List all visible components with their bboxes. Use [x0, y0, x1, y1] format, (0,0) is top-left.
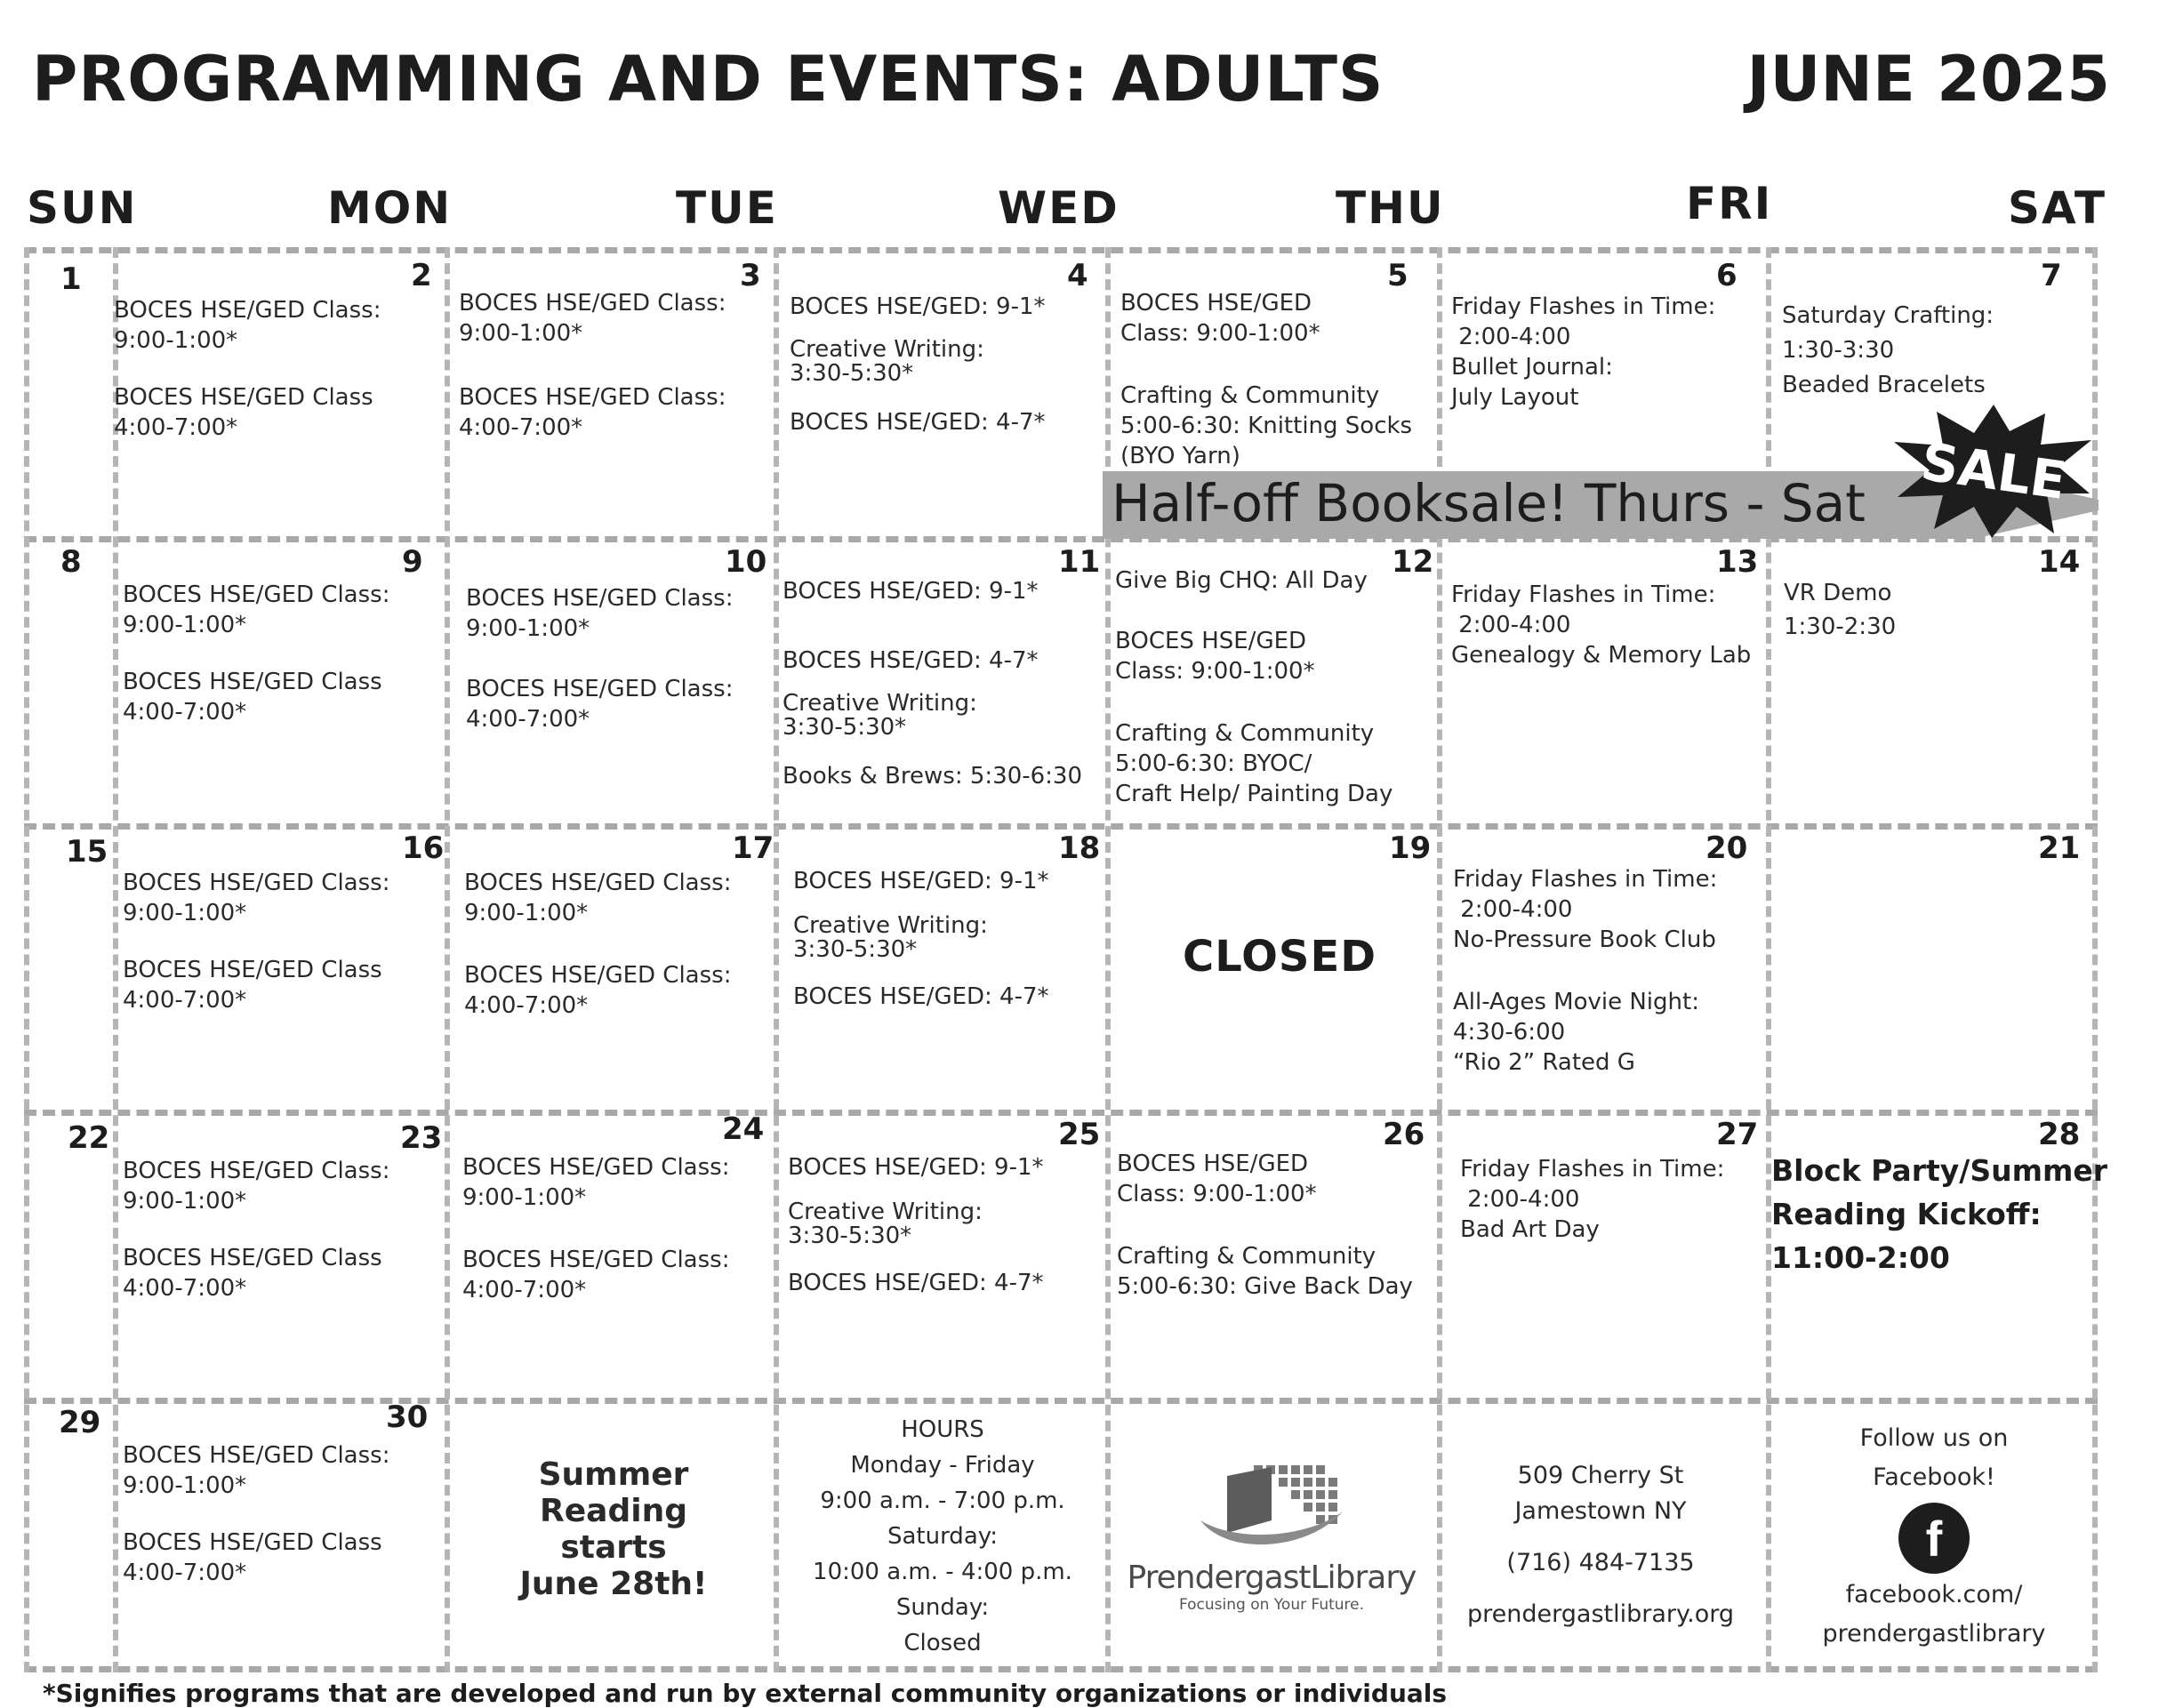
event: BOCES HSE/GED Class 4:00-7:00* — [123, 1529, 382, 1586]
day-number: 13 — [1716, 544, 1759, 580]
hours-line: Monday - Friday — [850, 1452, 1035, 1479]
summer-line: Summer — [538, 1456, 689, 1493]
day-number: 29 — [59, 1405, 101, 1440]
library-logo — [1120, 1458, 1423, 1614]
event: BOCES HSE/GED Class: 4:00-7:00* — [466, 676, 734, 733]
day-number: 12 — [1392, 544, 1434, 580]
event: BOCES HSE/GED Class: 9:00-1:00* — [464, 870, 732, 926]
facebook-icon[interactable] — [1898, 1503, 1970, 1574]
event: BOCES HSE/GED Class: 9:00-1:00* — [114, 297, 381, 354]
day-number: 14 — [2038, 544, 2081, 580]
event: Books & Brews: 5:30-6:30 — [783, 763, 1082, 790]
logo-name-b: Library — [1310, 1560, 1417, 1596]
event: Crafting & Community 5:00-6:30: Knitting Socks (BYO Yarn) — [1120, 382, 1413, 469]
event: BOCES HSE/GED: 4-7* — [793, 983, 1049, 1010]
grid-line — [24, 247, 29, 1672]
event: BOCES HSE/GED Class 4:00-7:00* — [114, 384, 373, 441]
day-number: 25 — [1058, 1117, 1101, 1152]
event: BOCES HSE/GED Class: 9:00-1:00* — [123, 1158, 390, 1215]
event: Crafting & Community 5:00-6:30: Give Back Day — [1117, 1243, 1413, 1300]
hours-line: Sunday: — [895, 1594, 990, 1621]
grid-line — [24, 1110, 2098, 1116]
phone-number: (716) 484-7135 — [1506, 1549, 1695, 1576]
event-block-party: Block Party/Summer Reading Kickoff: 11:00-2:00 — [1771, 1153, 2108, 1275]
hours-line: Closed — [903, 1630, 982, 1656]
website-link[interactable]: prendergastlibrary.org — [1467, 1600, 1734, 1628]
page-title: PROGRAMMING AND EVENTS: ADULTS — [32, 43, 1384, 116]
event: BOCES HSE/GED Class: 9:00-1:00* — [123, 1442, 390, 1499]
day-number: 30 — [386, 1399, 429, 1435]
event: BOCES HSE/GED: 4-7* — [788, 1270, 1044, 1296]
event: VR Demo 1:30-2:30 — [1784, 580, 1897, 640]
day-number: 8 — [60, 544, 82, 580]
event: BOCES HSE/GED Class: 4:00-7:00* — [459, 384, 726, 441]
contact-info — [1441, 1458, 1761, 1632]
day-number: 20 — [1705, 830, 1748, 866]
hours-line: 9:00 a.m. - 7:00 p.m. — [820, 1487, 1065, 1514]
hours-line: 10:00 a.m. - 4:00 p.m. — [813, 1559, 1072, 1585]
summer-line: starts — [560, 1529, 667, 1566]
day-number: 21 — [2038, 830, 2081, 866]
day-number: 11 — [1058, 544, 1101, 580]
event: Creative Writing: 3:30-5:30* — [790, 336, 984, 387]
dow-sat: SAT — [2008, 182, 2107, 234]
event: BOCES HSE/GED Class: 9:00-1:00* — [462, 1154, 730, 1211]
day-number: 4 — [1067, 258, 1088, 293]
event: BOCES HSE/GED: 9-1* — [790, 293, 1046, 320]
event: BOCES HSE/GED Class: 9:00-1:00* — [123, 870, 390, 926]
day-number: 17 — [732, 830, 774, 866]
grid-line — [445, 247, 450, 1672]
social-line: Follow us on — [1859, 1424, 2009, 1452]
grid-line — [1105, 247, 1111, 1672]
booksale-banner-text: Half-off Booksale! Thurs - Sat — [1112, 473, 1866, 533]
day-number: 2 — [411, 258, 432, 293]
event: Give Big CHQ: All Day — [1115, 567, 1368, 594]
event: Crafting & Community 5:00-6:30: BYOC/ Craft Help/ Painting Day — [1115, 720, 1393, 807]
address-line: 509 Cherry St — [1517, 1462, 1684, 1489]
logo-wordmark — [1120, 1560, 1423, 1596]
facebook-link[interactable]: prendergastlibrary — [1822, 1620, 2046, 1648]
event: BOCES HSE/GED: 9-1* — [783, 578, 1039, 605]
event: BOCES HSE/GED Class: 4:00-7:00* — [464, 962, 732, 1019]
day-number: 7 — [2041, 258, 2062, 293]
summer-reading-note — [453, 1456, 774, 1602]
day-number: 27 — [1716, 1117, 1759, 1152]
event: Friday Flashes in Time: 2:00-4:00 No-Pressure Book Club — [1453, 866, 1718, 953]
summer-line: Reading — [540, 1493, 687, 1529]
closed-label: CLOSED — [1183, 932, 1377, 982]
day-number: 22 — [68, 1120, 110, 1156]
event: BOCES HSE/GED Class: 9:00-1:00* — [1120, 290, 1320, 347]
day-number: 3 — [740, 258, 761, 293]
grid-line — [24, 1666, 2098, 1672]
event: BOCES HSE/GED Class: 4:00-7:00* — [462, 1247, 730, 1303]
sale-label: SALE — [1917, 430, 2070, 512]
event: Creative Writing: 3:30-5:30* — [793, 912, 988, 963]
event: All-Ages Movie Night: 4:30-6:00 “Rio 2” Rated G — [1453, 989, 1699, 1076]
event: Saturday Crafting: 1:30-3:30 Beaded Bracelets — [1782, 302, 1994, 398]
day-number: 26 — [1383, 1117, 1425, 1152]
event: Friday Flashes in Time: 2:00-4:00 Bullet Journal: July Layout — [1451, 293, 1716, 411]
event: BOCES HSE/GED: 4-7* — [783, 647, 1039, 674]
day-number: 18 — [1058, 830, 1101, 866]
day-number: 15 — [66, 834, 108, 870]
month-title: JUNE 2025 — [1746, 43, 2110, 116]
day-number: 1 — [60, 261, 82, 297]
dow-tue: TUE — [676, 182, 778, 234]
event: Friday Flashes in Time: 2:00-4:00 Bad Art Day — [1460, 1156, 1725, 1243]
library-hours — [783, 1412, 1103, 1661]
event: BOCES HSE/GED: 9-1* — [793, 868, 1049, 894]
grid-line — [24, 1398, 2098, 1404]
logo-tagline: Focusing on Your Future. — [1178, 1596, 1365, 1614]
grid-line — [24, 823, 2098, 830]
event: Creative Writing: 3:30-5:30* — [783, 690, 977, 741]
grid-line — [774, 247, 779, 1672]
day-number: 16 — [402, 830, 445, 866]
dow-wed: WED — [998, 182, 1120, 234]
hours-title: HOURS — [901, 1416, 984, 1443]
day-number: 6 — [1716, 258, 1738, 293]
sale-burst-icon — [1894, 405, 2094, 538]
event: BOCES HSE/GED Class 4:00-7:00* — [123, 669, 382, 726]
event: Friday Flashes in Time: 2:00-4:00 Genealogy & Memory Lab — [1451, 581, 1752, 669]
event: BOCES HSE/GED Class 4:00-7:00* — [123, 1245, 382, 1302]
address-line: Jamestown NY — [1514, 1497, 1687, 1525]
event: BOCES HSE/GED Class 4:00-7:00* — [123, 957, 382, 1014]
dow-thu: THU — [1336, 182, 1445, 234]
event: BOCES HSE/GED Class: 9:00-1:00* — [1115, 628, 1315, 685]
dow-mon: MON — [327, 182, 453, 234]
event: BOCES HSE/GED Class: 9:00-1:00* — [459, 290, 726, 347]
dow-fri: FRI — [1686, 178, 1773, 229]
grid-line — [113, 247, 118, 1672]
event: BOCES HSE/GED Class: 9:00-1:00* — [1117, 1151, 1317, 1207]
facebook-link[interactable]: facebook.com/ — [1845, 1581, 2023, 1608]
logo-name-a: Prendergast — [1127, 1560, 1311, 1596]
event: Creative Writing: 3:30-5:30* — [788, 1199, 983, 1249]
event: BOCES HSE/GED Class: 9:00-1:00* — [466, 585, 734, 642]
social-info — [1770, 1421, 2099, 1652]
event: BOCES HSE/GED: 4-7* — [790, 409, 1046, 436]
svg-text:f: f — [1925, 1511, 1943, 1567]
day-number: 23 — [400, 1120, 443, 1156]
event: BOCES HSE/GED Class: 9:00-1:00* — [123, 581, 390, 638]
day-number: 28 — [2038, 1117, 2081, 1152]
library-logo-icon — [1192, 1458, 1352, 1556]
day-number: 24 — [722, 1111, 765, 1147]
grid-line — [24, 247, 2098, 253]
event: BOCES HSE/GED: 9-1* — [788, 1154, 1044, 1181]
summer-line: June 28th! — [519, 1566, 708, 1602]
day-number: 9 — [402, 544, 423, 580]
day-number: 5 — [1387, 258, 1409, 293]
hours-line: Saturday: — [887, 1523, 999, 1550]
social-line: Facebook! — [1873, 1463, 1995, 1491]
day-number: 19 — [1389, 830, 1432, 866]
day-number: 10 — [725, 544, 767, 580]
footnote: *Signifies programs that are developed and run by external community organizations or individuals — [43, 1679, 1448, 1708]
dow-sun: SUN — [27, 182, 138, 234]
